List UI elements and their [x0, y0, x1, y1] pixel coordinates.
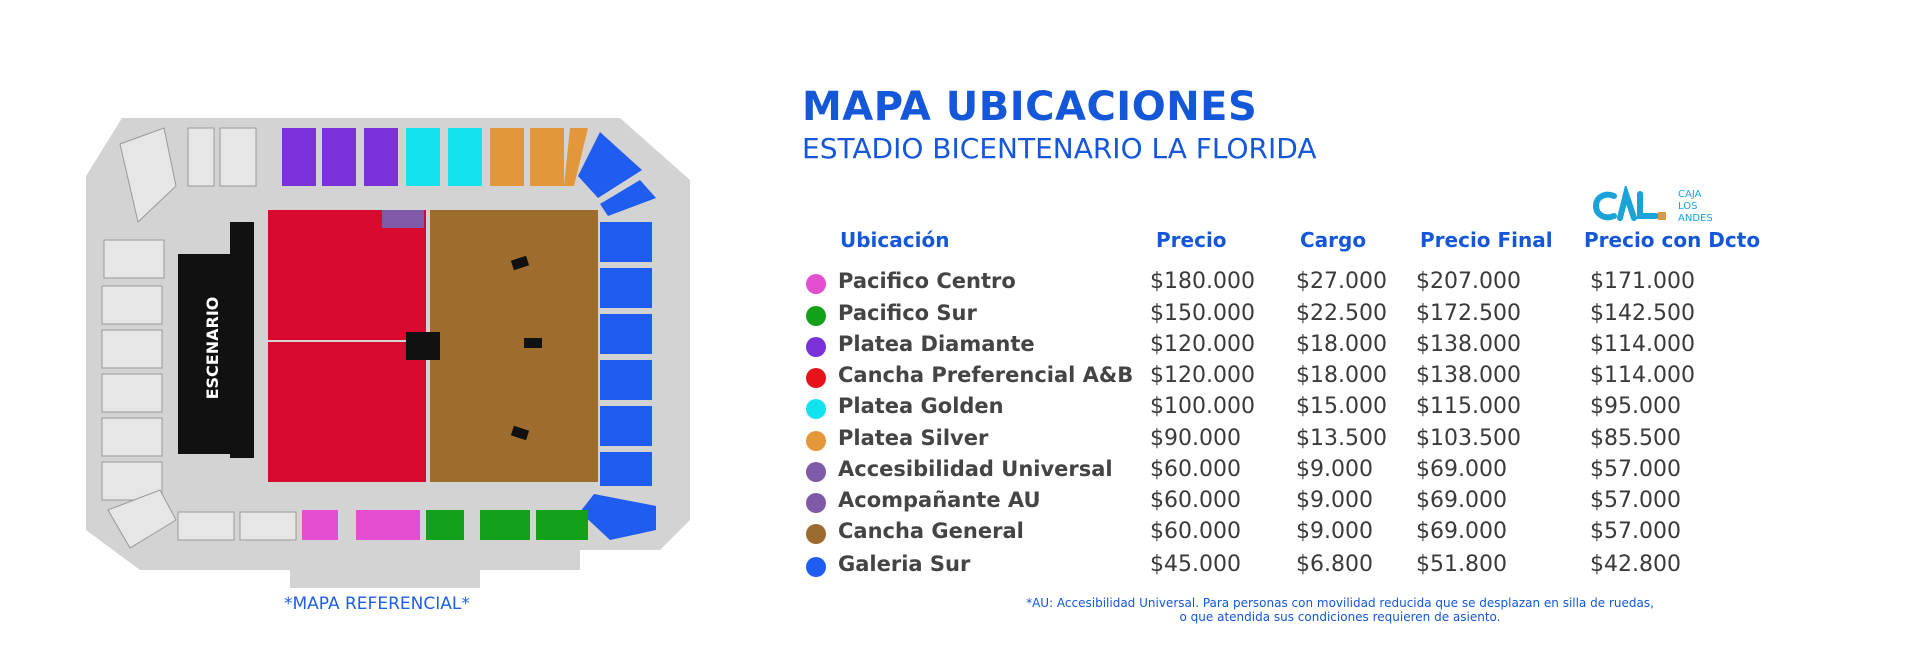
precio-final-cell: $51.800 — [1416, 552, 1507, 577]
precio-final-cell: $103.500 — [1416, 426, 1521, 451]
color-swatch — [806, 399, 826, 419]
table-row — [802, 518, 1762, 549]
table-row — [802, 393, 1762, 424]
cargo-cell: $9.000 — [1296, 457, 1373, 482]
pacifico-centro-sections — [302, 510, 420, 540]
precio-dcto-cell: $114.000 — [1590, 332, 1695, 357]
table-row — [802, 331, 1762, 362]
location-cell: Pacifico Sur — [838, 301, 977, 325]
cargo-cell: $27.000 — [1296, 269, 1387, 294]
precio-dcto-cell: $57.000 — [1590, 519, 1681, 544]
location-cell: Platea Diamante — [838, 332, 1035, 356]
precio-dcto-cell: $57.000 — [1590, 457, 1681, 482]
precio-final-cell: $69.000 — [1416, 488, 1507, 513]
footnote-line1: *AU: Accesibilidad Universal. Para personas con movilidad reducida que se desplazan en silla de ruedas, — [1026, 596, 1654, 610]
table-row — [802, 362, 1762, 393]
cargo-cell: $9.000 — [1296, 488, 1373, 513]
precio-final-cell: $115.000 — [1416, 394, 1521, 419]
location-cell: Platea Silver — [838, 426, 989, 450]
location-cell: Cancha General — [838, 519, 1024, 543]
precio-cell: $120.000 — [1150, 363, 1255, 388]
color-swatch — [806, 493, 826, 513]
header-precio-dcto: Precio con Dcto — [1584, 228, 1761, 252]
precio-dcto-cell: $42.800 — [1590, 552, 1681, 577]
accesibilidad-area — [382, 210, 424, 228]
color-swatch — [806, 274, 826, 294]
footnote-line2: o que atendida sus condiciones requieren de asiento. — [1179, 610, 1501, 624]
precio-cell: $150.000 — [1150, 301, 1255, 326]
precio-cell: $100.000 — [1150, 394, 1255, 419]
header-cargo: Cargo — [1300, 228, 1367, 252]
logo-square — [1658, 212, 1666, 220]
color-swatch — [806, 557, 826, 577]
cargo-cell: $22.500 — [1296, 301, 1387, 326]
table-row — [802, 425, 1762, 456]
location-cell: Accesibilidad Universal — [838, 457, 1113, 481]
color-swatch — [806, 462, 826, 482]
cargo-cell: $18.000 — [1296, 363, 1387, 388]
precio-cell: $45.000 — [1150, 552, 1241, 577]
pacifico-sur-sections — [426, 510, 588, 540]
logo-wave-icon — [1596, 194, 1656, 218]
location-cell: Platea Golden — [838, 394, 1004, 418]
stage-label: ESCENARIO — [203, 296, 222, 400]
color-swatch — [806, 431, 826, 451]
cancha-preferencial-a — [268, 210, 426, 340]
stadium-map — [80, 110, 700, 590]
table-row — [802, 456, 1762, 487]
table-row — [802, 268, 1762, 299]
precio-dcto-cell: $57.000 — [1590, 488, 1681, 513]
caja-los-andes-logo — [1592, 186, 1722, 228]
table-row — [802, 551, 1762, 582]
table-row — [802, 300, 1762, 331]
precio-dcto-cell: $171.000 — [1590, 269, 1695, 294]
precio-dcto-cell: $95.000 — [1590, 394, 1681, 419]
header-precio-final: Precio Final — [1420, 228, 1553, 252]
precio-dcto-cell: $114.000 — [1590, 363, 1695, 388]
precio-cell: $60.000 — [1150, 519, 1241, 544]
precio-dcto-cell: $85.500 — [1590, 426, 1681, 451]
precio-final-cell: $69.000 — [1416, 457, 1507, 482]
platea-silver-sections — [490, 128, 588, 186]
header-precio: Precio — [1156, 228, 1227, 252]
platea-diamante-sections — [282, 128, 398, 186]
stage-back — [230, 222, 254, 458]
map-caption: *MAPA REFERENCIAL* — [284, 594, 470, 614]
color-swatch — [806, 524, 826, 544]
precio-final-cell: $138.000 — [1416, 363, 1521, 388]
color-swatch — [806, 306, 826, 326]
precio-final-cell: $207.000 — [1416, 269, 1521, 294]
cancha-preferencial-b — [268, 342, 426, 482]
cargo-cell: $9.000 — [1296, 519, 1373, 544]
logo-line1: CAJA — [1678, 189, 1702, 200]
cargo-cell: $13.500 — [1296, 426, 1387, 451]
cargo-cell: $15.000 — [1296, 394, 1387, 419]
location-cell: Pacifico Centro — [838, 269, 1016, 293]
precio-cell: $120.000 — [1150, 332, 1255, 357]
precio-final-cell: $69.000 — [1416, 519, 1507, 544]
precio-final-cell: $172.500 — [1416, 301, 1521, 326]
cancha-general-area — [430, 210, 598, 482]
tower-2 — [524, 338, 542, 348]
location-cell: Cancha Preferencial A&B — [838, 363, 1134, 387]
logo-line3: ANDES — [1678, 213, 1713, 224]
precio-cell: $90.000 — [1150, 426, 1241, 451]
page-subtitle: ESTADIO BICENTENARIO LA FLORIDA — [802, 132, 1317, 165]
precio-cell: $60.000 — [1150, 457, 1241, 482]
precio-final-cell: $138.000 — [1416, 332, 1521, 357]
cargo-cell: $6.800 — [1296, 552, 1373, 577]
precio-cell: $60.000 — [1150, 488, 1241, 513]
logo-line2: LOS — [1678, 201, 1698, 212]
color-swatch — [806, 337, 826, 357]
footnote — [940, 596, 1740, 624]
cargo-cell: $18.000 — [1296, 332, 1387, 357]
precio-cell: $180.000 — [1150, 269, 1255, 294]
color-swatch — [806, 368, 826, 388]
page-title: MAPA UBICACIONES — [802, 84, 1258, 130]
location-cell: Acompañante AU — [838, 488, 1041, 512]
location-cell: Galeria Sur — [838, 552, 971, 576]
header-ubicacion: Ubicación — [840, 228, 950, 252]
precio-dcto-cell: $142.500 — [1590, 301, 1695, 326]
table-row — [802, 487, 1762, 518]
mixing-booth — [406, 332, 440, 360]
